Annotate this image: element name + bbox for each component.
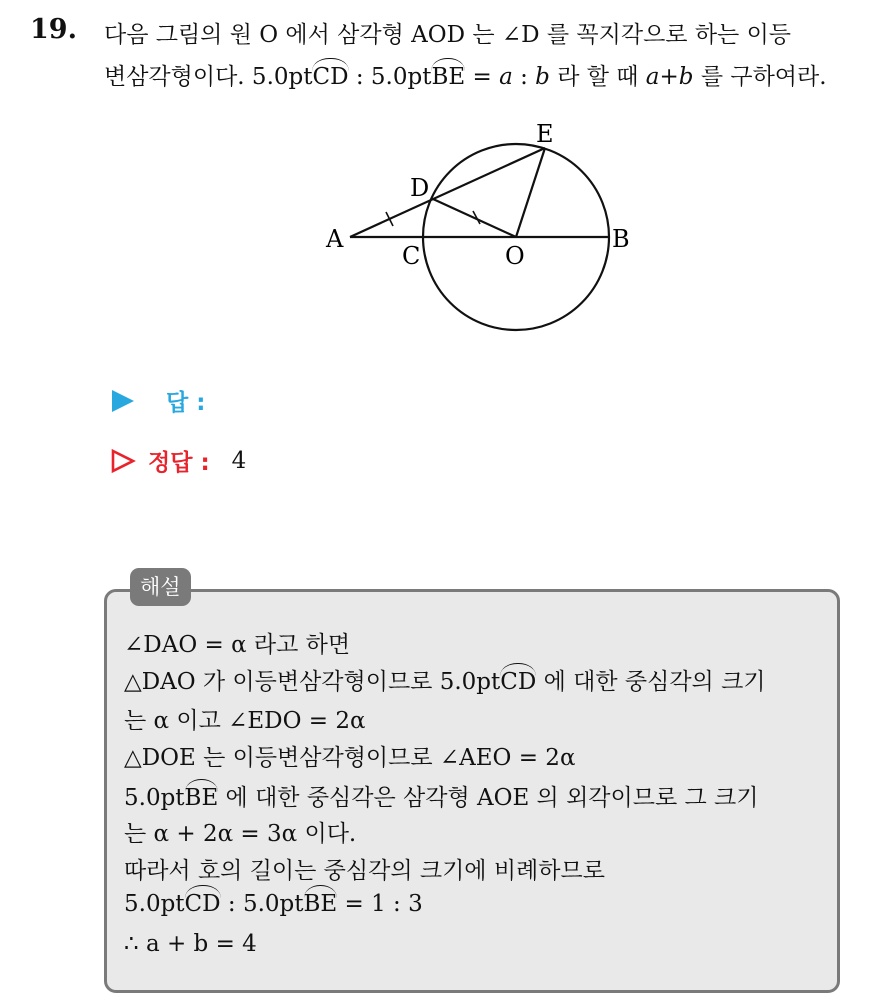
solution-line-8 (124, 891, 423, 917)
q2-rest: 라 할 때 (549, 64, 646, 90)
label-o: O (505, 242, 525, 270)
solution-line-9: ∴ a + b = 4 (124, 931, 257, 957)
answer-row (110, 384, 227, 417)
question-line-1: 다음 그림의 원 O 에서 삼각형 AOD 는 ∠D 를 꼭지각으로 하는 이등 (104, 22, 792, 48)
var-b: b (535, 64, 550, 90)
sol-arc-cd-2: CD (184, 891, 221, 917)
line-d-o (433, 199, 516, 237)
sol-arc-be-2: BE (303, 891, 338, 917)
solution-line-6: 는 α + 2α = 3α 이다. (124, 821, 357, 847)
sol8-prefix: 5.0pt (124, 891, 185, 917)
solution-line-2 (124, 663, 766, 696)
arc-cd: CD (312, 64, 349, 90)
label-e: E (536, 120, 554, 148)
answer-label: 답 : (166, 390, 206, 416)
q2-mid: : 5.0pt (348, 64, 432, 90)
solution-line-1: ∠DAO = α 라고 하면 (124, 632, 351, 658)
solution-line-3: 는 α 이고 ∠EDO = 2α (124, 708, 366, 734)
var-a: a (499, 64, 513, 90)
solution-line-5 (124, 779, 758, 812)
sol8-suffix: = 1 : 3 (337, 891, 423, 917)
label-a: A (326, 225, 344, 253)
sol2-prefix: △DAO 가 이등변삼각형이므로 5.0pt (124, 669, 501, 695)
q2-eq: = (465, 64, 500, 90)
label-c: C (402, 242, 421, 270)
sol-arc-be: BE (184, 785, 219, 811)
question-number: 19. (30, 14, 77, 45)
outline-triangle-icon (110, 448, 136, 474)
sol5-suffix: 에 대한 중심각은 삼각형 AOE 의 외각이므로 그 크기 (218, 785, 759, 811)
var-a2: a (645, 64, 660, 90)
sol-arc-cd: CD (500, 669, 537, 695)
q2-end: 를 구하여라. (693, 64, 827, 90)
question-line-2 (104, 58, 827, 91)
sol8-mid: : 5.0pt (220, 891, 304, 917)
sol2-suffix: 에 대한 중심각의 크기 (536, 669, 766, 695)
q2-colon: : (512, 64, 536, 90)
var-b2: b (678, 64, 694, 90)
line-a-e (350, 148, 545, 237)
solution-tag: 해설 (130, 568, 191, 606)
correct-answer-label: 정답 : (148, 450, 210, 476)
q2-plus: + (659, 64, 679, 90)
solution-line-7: 따라서 호의 길이는 중심각의 크기에 비례하므로 (124, 858, 605, 884)
label-b: B (612, 225, 630, 253)
arc-be: BE (431, 64, 466, 90)
geometry-figure (320, 112, 650, 337)
play-triangle-icon (110, 388, 136, 414)
solution-line-4: △DOE 는 이등변삼각형이므로 ∠AEO = 2α (124, 745, 576, 771)
correct-answer-value: 4 (231, 447, 247, 474)
q2-prefix: 변삼각형이다. 5.0pt (104, 64, 313, 90)
line-o-e (516, 148, 545, 237)
label-d: D (410, 174, 430, 202)
correct-answer-row (110, 444, 246, 477)
sol5-prefix: 5.0pt (124, 785, 185, 811)
